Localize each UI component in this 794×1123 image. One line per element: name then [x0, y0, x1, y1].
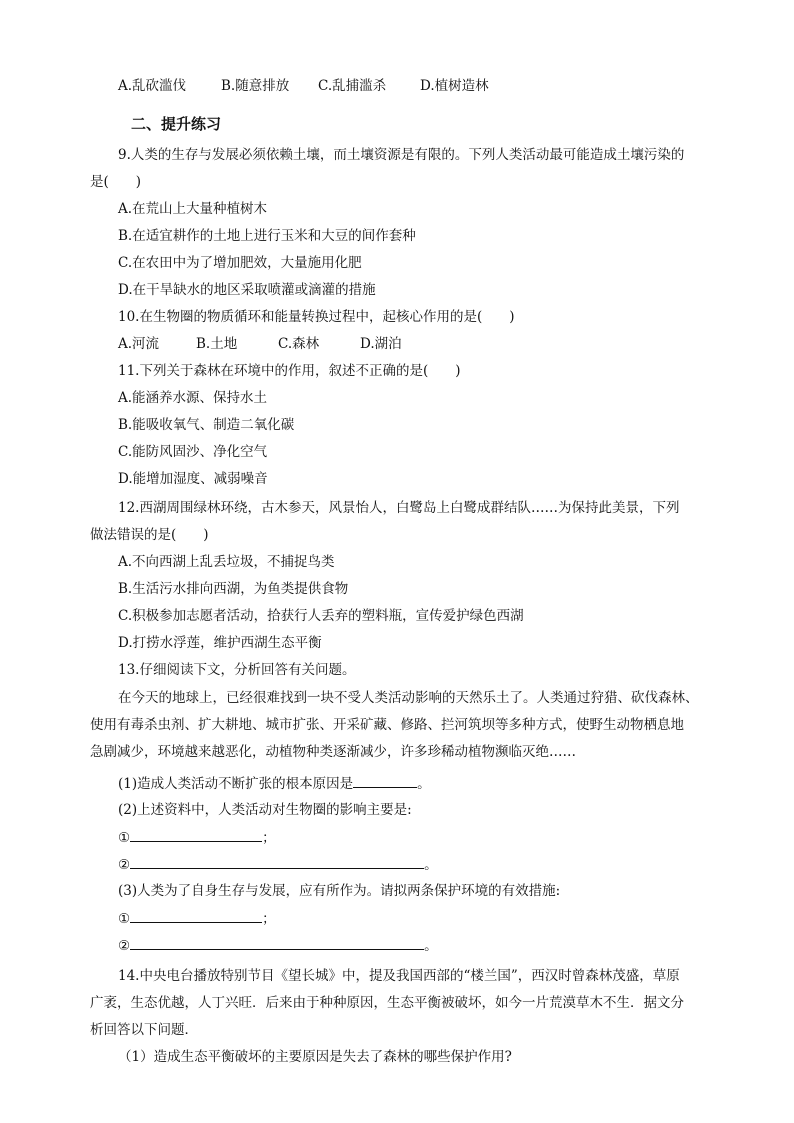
q10-stem: 10.在生物圈的物质循环和能量转换过程中，起核心作用的是( ): [118, 309, 515, 325]
q12-option-d: D.打捞水浮莲，维护西湖生态平衡: [118, 635, 322, 651]
section-title: 二、提升练习: [131, 115, 222, 133]
q13-passage-line3: 急剧减少，环境越来越恶化，动植物种类逐渐减少，许多珍稀动植物濒临灭绝……: [90, 744, 576, 760]
q13-sub1-prefix: (1)造成人类活动不断扩张的根本原因是: [118, 776, 354, 792]
circled-two-marker: ②: [118, 857, 131, 873]
period: 。: [424, 857, 438, 873]
period: 。: [424, 938, 438, 954]
option-d: D.植树造林: [420, 78, 489, 94]
option-a: A.乱砍滥伐: [118, 78, 187, 94]
q13-stem: 13.仔细阅读下文，分析回答有关问题。: [118, 662, 356, 678]
answer-blank[interactable]: [130, 908, 262, 923]
q10-option-a: A.河流: [118, 336, 160, 352]
q14-line3: 析回答以下问题．: [90, 1022, 198, 1038]
q13-sub2-answer1: [118, 827, 276, 848]
q14-sub1: （1）造成生态平衡破坏的主要原因是失去了森林的哪些保护作用?: [118, 1049, 512, 1065]
q13-sub1: [118, 773, 431, 794]
q10-option-d: D.湖泊: [360, 336, 402, 352]
answer-blank[interactable]: [353, 773, 417, 788]
q12-stem-line2: 做法错误的是( ): [90, 527, 209, 543]
q12-option-b: B.生活污水排向西湖，为鱼类提供食物: [118, 581, 349, 597]
semicolon: ；: [262, 911, 276, 927]
q13-sub3-answer1: [118, 908, 276, 929]
q13-sub3: (3)人类为了自身生存与发展，应有所作为。请拟两条保护环境的有效措施:: [118, 883, 561, 899]
circled-one-marker: ①: [118, 830, 131, 846]
q13-passage-line2: 使用有毒杀虫剂、扩大耕地、城市扩张、开采矿藏、修路、拦河筑坝等多种方式，使野生动物栖息地: [90, 717, 684, 733]
q13-sub3-answer2: [118, 935, 438, 956]
semicolon: ；: [262, 830, 276, 846]
q13-sub2-answer2: [118, 854, 438, 875]
q14-line2: 广袤，生态优越，人丁兴旺．后来由于种种原因，生态平衡被破坏，如今一片荒漠草木不生．据文分: [90, 995, 684, 1011]
q11-stem: 11.下列关于森林在环境中的作用，叙述不正确的是( ): [118, 363, 461, 379]
q12-option-c: C.积极参加志愿者活动，拾获行人丢弃的塑料瓶，宣传爱护绿色西湖: [118, 608, 524, 624]
q9-option-b: B.在适宜耕作的土地上进行玉米和大豆的间作套种: [118, 228, 416, 244]
q9-option-a: A.在荒山上大量种植树木: [118, 201, 268, 217]
q10-options: [118, 334, 402, 354]
q13-passage-line1: 在今天的地球上，已经很难找到一块不受人类活动影响的天然乐土了。人类通过狩猎、砍伐森林、: [118, 690, 699, 706]
q11-option-d: D.能增加湿度、减弱噪音: [118, 471, 268, 487]
q10-option-b: B.土地: [196, 336, 238, 352]
q9-stem-line2: 是( ): [90, 174, 142, 190]
circled-two-marker: ②: [118, 938, 131, 954]
circled-one-marker: ①: [118, 911, 131, 927]
option-c: C.乱捕滥杀: [318, 78, 387, 94]
q13-sub1-suffix: 。: [417, 776, 431, 792]
q10-option-c: C.森林: [278, 336, 320, 352]
answer-blank[interactable]: [130, 827, 262, 842]
q9-option-c: C.在农田中为了增加肥效，大量施用化肥: [118, 255, 362, 271]
q11-option-c: C.能防风固沙、净化空气: [118, 444, 268, 460]
q12-option-a: A.不向西湖上乱丢垃圾，不捕捉鸟类: [118, 554, 335, 570]
option-b: B.随意排放: [221, 78, 290, 94]
q8-options: [118, 76, 489, 96]
q9-stem-line1: 9.人类的生存与发展必须依赖土壤，而土壤资源是有限的。下列人类活动最可能造成土壤污染的: [118, 147, 685, 163]
q12-stem-line1: 12.西湖周围绿林环绕，古木参天，风景怡人，白鹭岛上白鹭成群结队……为保持此美景，下列: [118, 500, 680, 516]
q13-sub2: (2)上述资料中，人类活动对生物圈的影响主要是:: [118, 802, 412, 818]
answer-blank[interactable]: [130, 854, 424, 869]
q9-option-d: D.在干旱缺水的地区采取喷灌或滴灌的措施: [118, 282, 376, 298]
q11-option-b: B.能吸收氧气、制造二氧化碳: [118, 417, 295, 433]
answer-blank[interactable]: [130, 935, 424, 950]
q14-line1: 14.中央电台播放特别节目《望长城》中，提及我国西部的“楼兰国”，西汉时曾森林茂盛，草原: [118, 968, 680, 984]
q11-option-a: A.能涵养水源、保持水土: [118, 390, 268, 406]
